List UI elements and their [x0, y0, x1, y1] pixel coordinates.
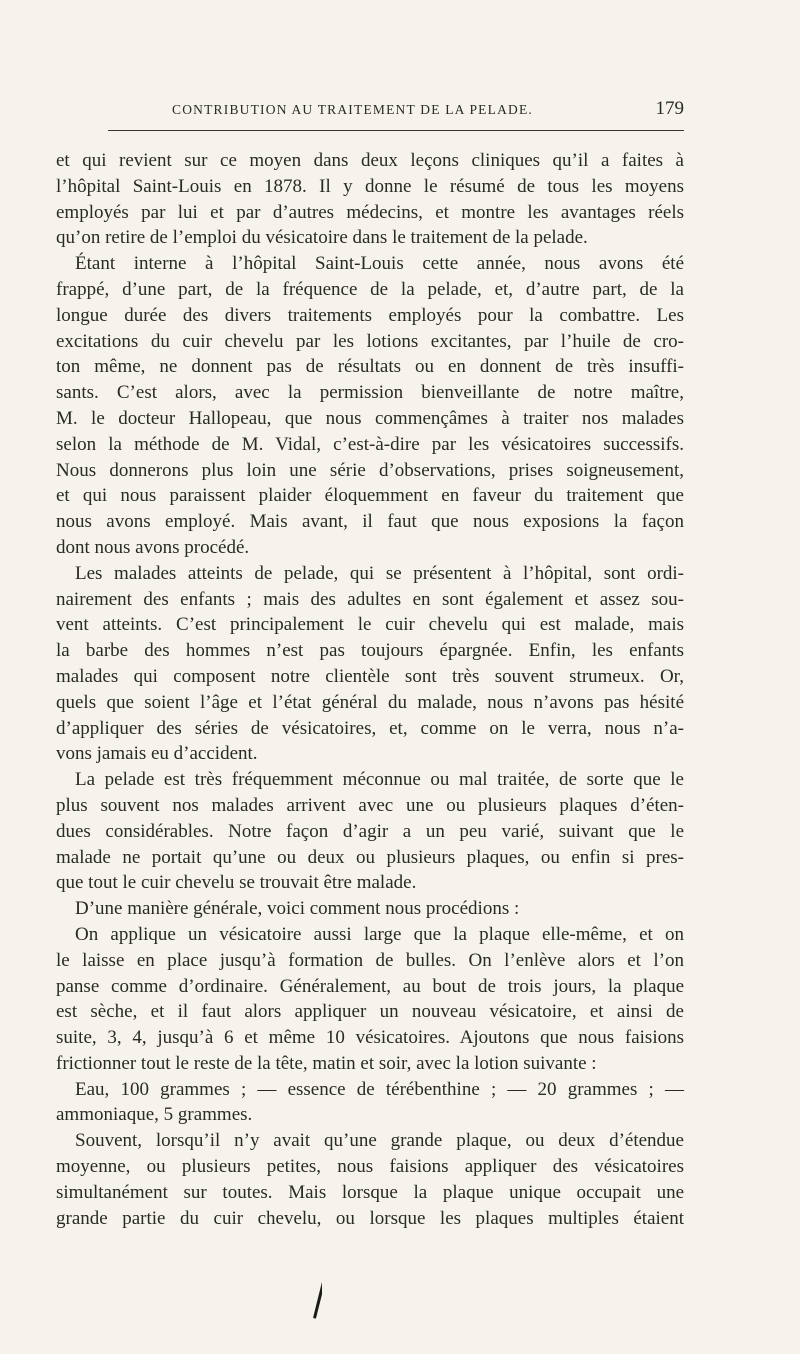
- text-line: dont nous avons procédé.: [56, 536, 250, 558]
- text-line: M. le docteur Hallopeau, que nous commençâmes à traiter nos malades: [56, 407, 684, 429]
- text-line: longue durée des divers traitements employés pour la combattre. Les: [56, 304, 684, 326]
- text-line: vent atteints. C’est principalement le cuir chevelu qui est malade, mais: [56, 614, 684, 636]
- paragraph-start-line: D’une manière générale, voici comment nous procédions :: [75, 898, 520, 920]
- formula-line: Eau, 100 grammes ; — essence de térébenthine ; — 20 grammes ; —: [75, 1078, 684, 1100]
- text-line: suite, 3, 4, jusqu’à 6 et même 10 vésicatoires. Ajoutons que nous faisions: [56, 1027, 684, 1049]
- text-line: moyenne, ou plusieurs petites, nous faisions appliquer des vésicatoires: [56, 1156, 684, 1178]
- paragraph-start-line: Étant interne à l’hôpital Saint-Louis cette année, nous avons été: [75, 253, 684, 275]
- text-line: vons jamais eu d’accident.: [56, 743, 258, 765]
- text-line: grande partie du cuir chevelu, ou lorsque les plaques multiples étaient: [56, 1207, 684, 1229]
- text-line: simultanément sur toutes. Mais lorsque la plaque unique occupait une: [56, 1181, 684, 1203]
- text-line: malade ne portait qu’une ou deux ou plusieurs plaques, ou enfin si pres-: [56, 846, 684, 868]
- text-line: d’appliquer des séries de vésicatoires, et, comme on le verra, nous n’a-: [56, 717, 684, 739]
- text-line: quels que soient l’âge et l’état général du malade, nous n’avons pas hésité: [56, 691, 684, 713]
- text-line: dues considérables. Notre façon d’agir a un peu varié, suivant que le: [56, 820, 684, 842]
- text-line: et qui nous paraissent plaider éloquemment en faveur du traitement que: [56, 485, 684, 507]
- text-line: la barbe des hommes n’est pas toujours épargnée. Enfin, les enfants: [56, 640, 684, 662]
- text-line: excitations du cuir chevelu par les lotions excitantes, par l’huile de cro-: [56, 330, 684, 352]
- paragraph-start-line: La pelade est très fréquemment méconnue ou mal traitée, de sorte que le: [75, 769, 684, 791]
- text-line: malades qui composent notre clientèle sont très souvent strumeux. Or,: [56, 665, 684, 687]
- running-title: CONTRIBUTION AU TRAITEMENT DE LA PELADE.: [172, 102, 533, 117]
- ink-stroke-mark: [312, 1268, 322, 1324]
- body-text: [56, 148, 684, 1231]
- text-line: selon la méthode de M. Vidal, c’est-à-dire par les vésicatoires successifs.: [56, 433, 684, 455]
- header-rule: [108, 130, 684, 131]
- text-line: ton même, ne donnent pas de résultats ou en donnent de très insuffi-: [56, 356, 684, 378]
- text-line: Nous donnerons plus loin une série d’observations, prises soigneusement,: [56, 459, 684, 481]
- text-line: frappé, d’une part, de la fréquence de la pelade, et, d’autre part, de la: [56, 278, 684, 300]
- paragraph-start-line: Les malades atteints de pelade, qui se présentent à l’hôpital, sont ordi-: [75, 562, 684, 584]
- running-header: [172, 100, 684, 122]
- paragraph-start-line: Souvent, lorsqu’il n’y avait qu’une grande plaque, ou deux d’étendue: [75, 1130, 684, 1152]
- text-line: nous avons employé. Mais avant, il faut que nous exposions la façon: [56, 511, 684, 533]
- page-number: 179: [655, 98, 684, 119]
- text-line: le laisse en place jusqu’à formation de bulles. On l’enlève alors et l’on: [56, 949, 684, 971]
- text-line: employés par lui et par d’autres médecins, et montre les avantages réels: [56, 201, 684, 223]
- text-line: que tout le cuir chevelu se trouvait être malade.: [56, 872, 417, 894]
- text-line: plus souvent nos malades arrivent avec une ou plusieurs plaques d’éten-: [56, 794, 684, 816]
- text-line: panse comme d’ordinaire. Généralement, au bout de trois jours, la plaque: [56, 975, 684, 997]
- formula-line: ammoniaque, 5 grammes.: [56, 1104, 253, 1126]
- text-line: qu’on retire de l’emploi du vésicatoire dans le traitement de la pelade.: [56, 227, 588, 249]
- text-line: l’hôpital Saint-Louis en 1878. Il y donne le résumé de tous les moyens: [56, 175, 684, 197]
- text-line: et qui revient sur ce moyen dans deux leçons cliniques qu’il a faites à: [56, 150, 684, 171]
- paragraph-start-line: On applique un vésicatoire aussi large que la plaque elle-même, et on: [75, 923, 684, 945]
- text-line: nairement des enfants ; mais des adultes en sont également et assez sou-: [56, 588, 684, 610]
- text-line: est sèche, et il faut alors appliquer un nouveau vésicatoire, et ainsi de: [56, 1001, 684, 1023]
- text-line: frictionner tout le reste de la tête, matin et soir, avec la lotion suivante :: [56, 1052, 597, 1074]
- text-line: sants. C’est alors, avec la permission bienveillante de notre maître,: [56, 382, 684, 404]
